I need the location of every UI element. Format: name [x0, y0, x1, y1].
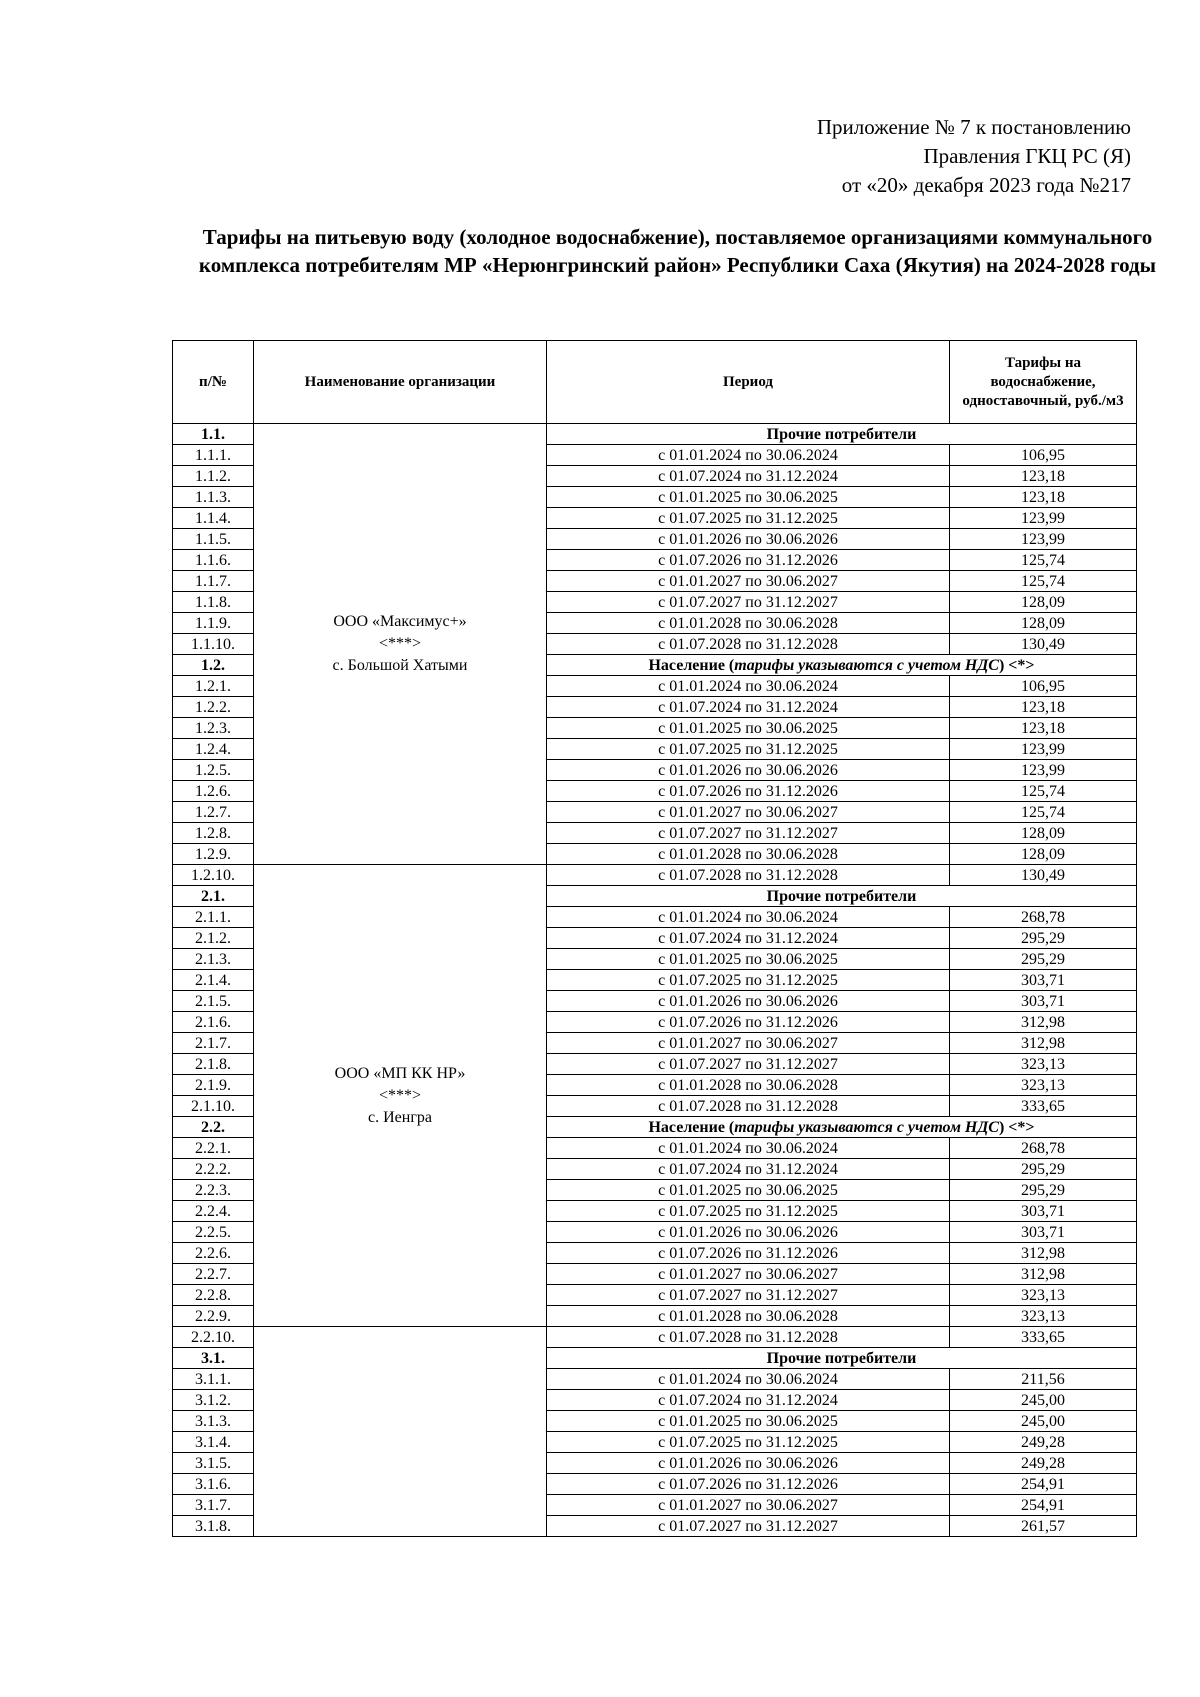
header-org: Наименование организации — [254, 341, 547, 424]
row-number: 1.2. — [173, 655, 254, 676]
period-cell: с 01.01.2028 по 30.06.2028 — [547, 1075, 950, 1096]
section-population-a: Население ( — [648, 656, 735, 674]
row-number: 2.1.1. — [173, 907, 254, 928]
row-number: 3.1.2. — [173, 1390, 254, 1411]
tariff-cell: 249,28 — [950, 1432, 1137, 1453]
section-population-a: Население ( — [648, 1118, 735, 1136]
row-number: 2.2.4. — [173, 1201, 254, 1222]
header-period: Период — [547, 341, 950, 424]
row-number: 3.1.7. — [173, 1495, 254, 1516]
row-number: 3.1.8. — [173, 1516, 254, 1537]
row-number: 2.1.5. — [173, 991, 254, 1012]
period-cell: с 01.01.2024 по 30.06.2024 — [547, 1138, 950, 1159]
tariff-cell: 125,74 — [950, 802, 1137, 823]
section-population — [547, 1117, 1137, 1138]
organization-line3: с. Большой Хатыми — [332, 657, 468, 674]
section-other-consumers: Прочие потребители — [547, 424, 1137, 445]
tariff-cell: 303,71 — [950, 970, 1137, 991]
tariff-cell: 130,49 — [950, 634, 1137, 655]
row-number: 2.2. — [173, 1117, 254, 1138]
row-number: 2.2.2. — [173, 1159, 254, 1180]
tariff-cell: 123,18 — [950, 718, 1137, 739]
row-number: 2.2.1. — [173, 1138, 254, 1159]
row-number: 3.1.6. — [173, 1474, 254, 1495]
header-line-1: Приложение № 7 к постановлению — [816, 115, 1131, 139]
tariff-cell: 245,00 — [950, 1411, 1137, 1432]
tariff-cell: 130,49 — [950, 865, 1137, 886]
organization-cell — [254, 424, 547, 865]
tariff-cell: 106,95 — [950, 445, 1137, 466]
row-number: 1.2.9. — [173, 844, 254, 865]
tariff-cell: 323,13 — [950, 1285, 1137, 1306]
organization-cell — [254, 865, 547, 1327]
section-other-consumers: Прочие потребители — [547, 886, 1137, 907]
tariff-cell: 123,18 — [950, 487, 1137, 508]
period-cell: с 01.07.2025 по 31.12.2025 — [547, 739, 950, 760]
period-cell: с 01.01.2024 по 30.06.2024 — [547, 445, 950, 466]
period-cell: с 01.01.2027 по 30.06.2027 — [547, 1264, 950, 1285]
row-number: 2.2.3. — [173, 1180, 254, 1201]
row-number: 2.1.9. — [173, 1075, 254, 1096]
tariff-table-body — [173, 424, 1137, 1537]
table-header-row — [173, 341, 1137, 424]
tariff-cell: 123,99 — [950, 529, 1137, 550]
row-number: 2.2.8. — [173, 1285, 254, 1306]
row-number: 3.1.5. — [173, 1453, 254, 1474]
row-number: 2.2.7. — [173, 1264, 254, 1285]
tariff-cell: 123,18 — [950, 697, 1137, 718]
period-cell: с 01.01.2025 по 30.06.2025 — [547, 1180, 950, 1201]
period-cell: с 01.07.2028 по 31.12.2028 — [547, 634, 950, 655]
row-number: 1.1.6. — [173, 550, 254, 571]
period-cell: с 01.01.2028 по 30.06.2028 — [547, 1306, 950, 1327]
period-cell: с 01.07.2024 по 31.12.2024 — [547, 466, 950, 487]
organization-cell — [254, 1327, 547, 1537]
period-cell: с 01.01.2025 по 30.06.2025 — [547, 1411, 950, 1432]
tariff-cell: 128,09 — [950, 613, 1137, 634]
section-population-c: ) <*> — [998, 656, 1035, 674]
period-cell: с 01.07.2026 по 31.12.2026 — [547, 1243, 950, 1264]
period-cell: с 01.07.2025 по 31.12.2025 — [547, 508, 950, 529]
tariff-cell: 211,56 — [950, 1369, 1137, 1390]
period-cell: с 01.07.2027 по 31.12.2027 — [547, 1054, 950, 1075]
section-other-consumers: Прочие потребители — [547, 1348, 1137, 1369]
tariff-cell: 333,65 — [950, 1327, 1137, 1348]
row-number: 2.1.10. — [173, 1096, 254, 1117]
table-row — [173, 865, 1137, 886]
tariff-cell: 295,29 — [950, 928, 1137, 949]
tariff-cell: 249,28 — [950, 1453, 1137, 1474]
period-cell: с 01.01.2024 по 30.06.2024 — [547, 676, 950, 697]
row-number: 3.1.4. — [173, 1432, 254, 1453]
period-cell: с 01.07.2024 по 31.12.2024 — [547, 1159, 950, 1180]
table-row — [173, 1327, 1137, 1348]
document-header — [817, 113, 1131, 200]
tariff-cell: 123,99 — [950, 739, 1137, 760]
tariff-cell: 128,09 — [950, 844, 1137, 865]
row-number: 1.2.2. — [173, 697, 254, 718]
tariff-cell: 268,78 — [950, 907, 1137, 928]
tariff-cell: 323,13 — [950, 1306, 1137, 1327]
row-number: 3.1.1. — [173, 1369, 254, 1390]
document-title: Тарифы на питьевую воду (холодное водоснабжение), поставляемое организациями коммунального комплекса потребителям МР «Нерюнгринский район» Республики Саха (Якутия) на 2024-2028 годы — [198, 225, 1157, 277]
tariff-cell: 312,98 — [950, 1264, 1137, 1285]
tariff-cell: 295,29 — [950, 949, 1137, 970]
row-number: 2.1.4. — [173, 970, 254, 991]
row-number: 2.2.5. — [173, 1222, 254, 1243]
tariff-cell: 106,95 — [950, 676, 1137, 697]
period-cell: с 01.07.2028 по 31.12.2028 — [547, 1096, 950, 1117]
period-cell: с 01.01.2026 по 30.06.2026 — [547, 1453, 950, 1474]
row-number: 2.1.7. — [173, 1033, 254, 1054]
period-cell: с 01.07.2025 по 31.12.2025 — [547, 1201, 950, 1222]
tariff-cell: 261,57 — [950, 1516, 1137, 1537]
row-number: 2.2.10. — [173, 1327, 254, 1348]
tariff-cell: 323,13 — [950, 1075, 1137, 1096]
organization-line1: ООО «МП КК НР» — [334, 1064, 466, 1082]
tariff-cell: 312,98 — [950, 1243, 1137, 1264]
row-number: 2.1.2. — [173, 928, 254, 949]
section-population-note: тарифы указываются с учетом НДС — [734, 656, 999, 674]
period-cell: с 01.07.2025 по 31.12.2025 — [547, 970, 950, 991]
tariff-cell: 312,98 — [950, 1033, 1137, 1054]
period-cell: с 01.07.2026 по 31.12.2026 — [547, 550, 950, 571]
row-number: 1.1.3. — [173, 487, 254, 508]
row-number: 3.1.3. — [173, 1411, 254, 1432]
section-row — [173, 424, 1137, 445]
period-cell: с 01.07.2024 по 31.12.2024 — [547, 1390, 950, 1411]
row-number: 1.1.4. — [173, 508, 254, 529]
tariff-cell: 323,13 — [950, 1054, 1137, 1075]
row-number: 1.2.6. — [173, 781, 254, 802]
section-population — [547, 655, 1137, 676]
tariff-cell: 303,71 — [950, 1201, 1137, 1222]
period-cell: с 01.01.2026 по 30.06.2026 — [547, 1222, 950, 1243]
tariff-cell: 128,09 — [950, 592, 1137, 613]
row-number: 2.2.9. — [173, 1306, 254, 1327]
header-tariff: Тарифы на водоснабжение, одноставочный, руб./м3 — [950, 341, 1137, 424]
row-number: 2.1.6. — [173, 1012, 254, 1033]
header-line-2: Правления ГКЦ РС (Я) — [923, 144, 1131, 168]
period-cell: с 01.07.2028 по 31.12.2028 — [547, 1327, 950, 1348]
organization-line2: <***> — [378, 1086, 422, 1104]
period-cell: с 01.07.2025 по 31.12.2025 — [547, 1432, 950, 1453]
period-cell: с 01.01.2027 по 30.06.2027 — [547, 1033, 950, 1054]
organization-line3: с. Иенгра — [368, 1108, 432, 1126]
row-number: 1.1.7. — [173, 571, 254, 592]
tariff-cell: 295,29 — [950, 1159, 1137, 1180]
period-cell: с 01.07.2026 по 31.12.2026 — [547, 781, 950, 802]
period-cell: с 01.07.2027 по 31.12.2027 — [547, 823, 950, 844]
period-cell: с 01.07.2028 по 31.12.2028 — [547, 865, 950, 886]
header-num: п/№ — [173, 341, 254, 424]
section-population-note: тарифы указываются с учетом НДС — [734, 1118, 999, 1136]
row-number: 2.1. — [173, 886, 254, 907]
section-population-c: ) <*> — [998, 1118, 1035, 1136]
row-number: 1.1. — [173, 424, 254, 445]
tariff-table — [172, 340, 1137, 1537]
period-cell: с 01.01.2028 по 30.06.2028 — [547, 613, 950, 634]
period-cell: с 01.07.2027 по 31.12.2027 — [547, 592, 950, 613]
period-cell: с 01.01.2025 по 30.06.2025 — [547, 487, 950, 508]
row-number: 2.1.3. — [173, 949, 254, 970]
row-number: 1.1.10. — [173, 634, 254, 655]
tariff-cell: 303,71 — [950, 1222, 1137, 1243]
row-number: 1.2.10. — [173, 865, 254, 886]
row-number: 2.1.8. — [173, 1054, 254, 1075]
tariff-cell: 333,65 — [950, 1096, 1137, 1117]
row-number: 2.2.6. — [173, 1243, 254, 1264]
row-number: 1.1.1. — [173, 445, 254, 466]
tariff-cell: 123,18 — [950, 466, 1137, 487]
tariff-cell: 125,74 — [950, 550, 1137, 571]
period-cell: с 01.01.2026 по 30.06.2026 — [547, 991, 950, 1012]
tariff-cell: 128,09 — [950, 823, 1137, 844]
row-number: 1.2.3. — [173, 718, 254, 739]
period-cell: с 01.01.2027 по 30.06.2027 — [547, 1495, 950, 1516]
tariff-cell: 245,00 — [950, 1390, 1137, 1411]
tariff-cell: 268,78 — [950, 1138, 1137, 1159]
tariff-cell: 295,29 — [950, 1180, 1137, 1201]
row-number: 3.1. — [173, 1348, 254, 1369]
tariff-cell: 125,74 — [950, 571, 1137, 592]
period-cell: с 01.01.2027 по 30.06.2027 — [547, 802, 950, 823]
period-cell: с 01.07.2027 по 31.12.2027 — [547, 1285, 950, 1306]
period-cell: с 01.01.2027 по 30.06.2027 — [547, 571, 950, 592]
tariff-cell: 123,99 — [950, 508, 1137, 529]
period-cell: с 01.01.2025 по 30.06.2025 — [547, 718, 950, 739]
row-number: 1.2.5. — [173, 760, 254, 781]
period-cell: с 01.01.2026 по 30.06.2026 — [547, 529, 950, 550]
organization-line1: ООО «Максимус+» — [333, 613, 467, 630]
row-number: 1.1.8. — [173, 592, 254, 613]
period-cell: с 01.01.2024 по 30.06.2024 — [547, 1369, 950, 1390]
period-cell: с 01.01.2024 по 30.06.2024 — [547, 907, 950, 928]
tariff-cell: 312,98 — [950, 1012, 1137, 1033]
period-cell: с 01.01.2028 по 30.06.2028 — [547, 844, 950, 865]
row-number: 1.1.9. — [173, 613, 254, 634]
tariff-cell: 123,99 — [950, 760, 1137, 781]
row-number: 1.1.2. — [173, 466, 254, 487]
tariff-cell: 254,91 — [950, 1495, 1137, 1516]
tariff-cell: 254,91 — [950, 1474, 1137, 1495]
row-number: 1.2.1. — [173, 676, 254, 697]
tariff-cell: 125,74 — [950, 781, 1137, 802]
period-cell: с 01.07.2027 по 31.12.2027 — [547, 1516, 950, 1537]
header-line-3: от «20» декабря 2023 года №217 — [841, 173, 1131, 197]
row-number: 1.1.5. — [173, 529, 254, 550]
period-cell: с 01.01.2025 по 30.06.2025 — [547, 949, 950, 970]
period-cell: с 01.07.2026 по 31.12.2026 — [547, 1474, 950, 1495]
row-number: 1.2.8. — [173, 823, 254, 844]
period-cell: с 01.07.2024 по 31.12.2024 — [547, 928, 950, 949]
row-number: 1.2.4. — [173, 739, 254, 760]
period-cell: с 01.01.2026 по 30.06.2026 — [547, 760, 950, 781]
period-cell: с 01.07.2026 по 31.12.2026 — [547, 1012, 950, 1033]
period-cell: с 01.07.2024 по 31.12.2024 — [547, 697, 950, 718]
organization-line2: <***> — [378, 635, 422, 652]
tariff-cell: 303,71 — [950, 991, 1137, 1012]
row-number: 1.2.7. — [173, 802, 254, 823]
